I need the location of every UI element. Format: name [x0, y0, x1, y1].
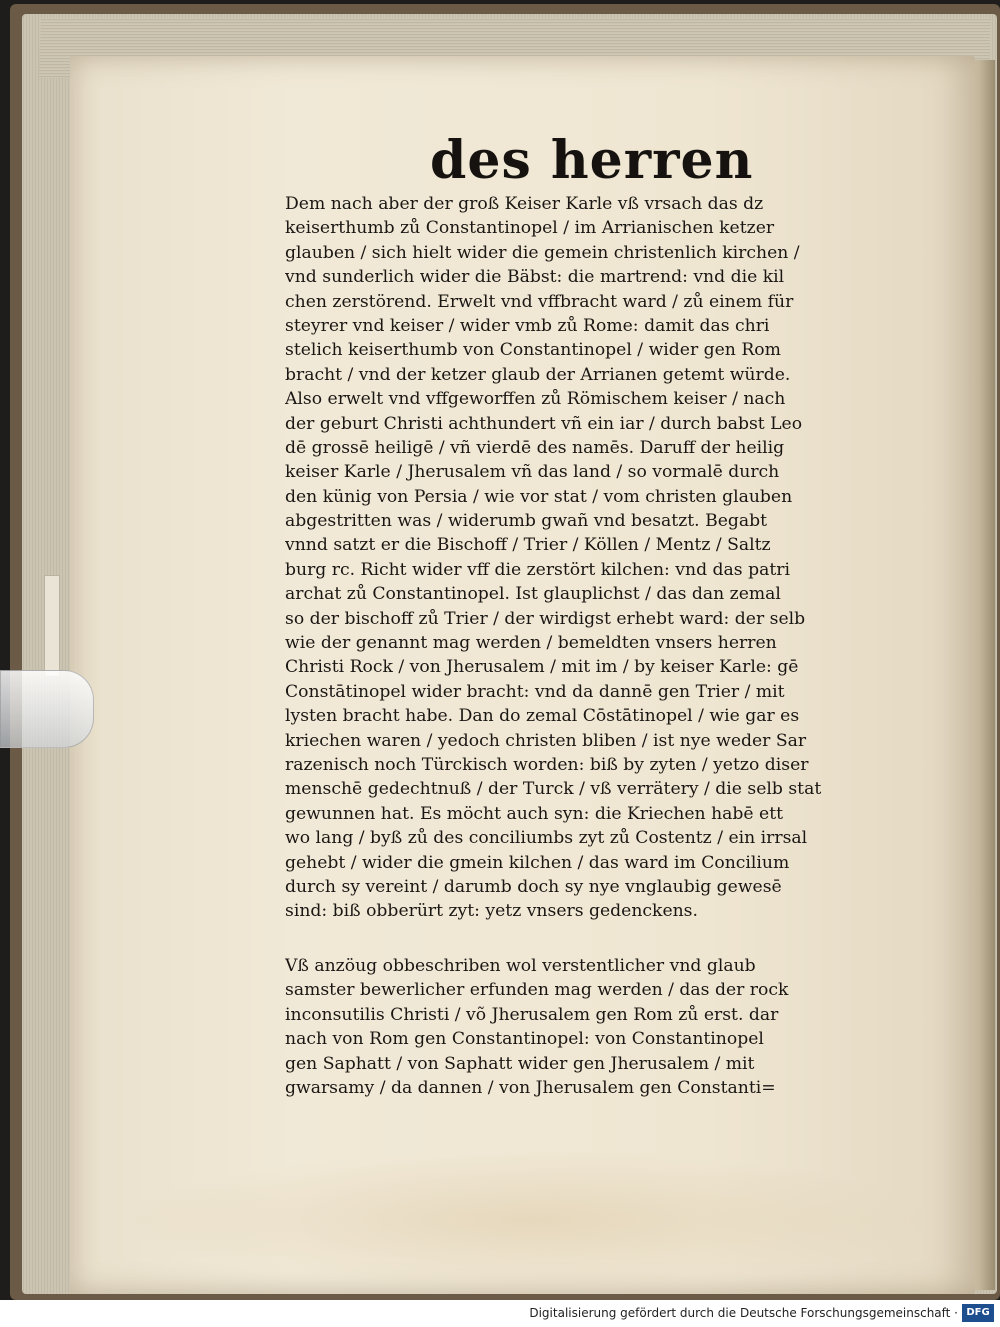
- text-line: Vß anzöug obbeschriben wol verstentlicher vnd glaub: [285, 956, 756, 976]
- text-line: so der bischoff zů Trier / der wirdigst erhebt ward: der selb: [285, 608, 806, 629]
- text-line: burg rc. Richt wider vff die zerstört kilchen: vnd das patri: [285, 559, 790, 580]
- text-line: keiserthumb zů Constantinopel / im Arrianischen ketzer: [285, 218, 775, 239]
- text-line: Constātinopel wider bracht: vnd da dannē gen Trier / mit: [285, 681, 785, 702]
- text-line: vnd sunderlich wider die Bäbst: die martrend: vnd die kil: [285, 267, 785, 288]
- text-line: den künig von Persia / wie vor stat / vom christen glauben: [285, 486, 793, 507]
- glass-page-holder: [0, 670, 94, 748]
- text-line: nach von Rom gen Constantinopel: von Constantinopel: [285, 1029, 764, 1050]
- text-line: glauben / sich hielt wider die gemein christenlich kirchen /: [285, 242, 800, 263]
- text-line: kriechen waren / yedoch christen bliben / ist nye weder Sar: [285, 730, 807, 751]
- text-line: inconsutilis Christi / võ Jherusalem gen Rom zů erst. dar: [285, 1004, 779, 1025]
- text-line: chen zerstörend. Erwelt vnd vffbracht ward / zů einem für: [285, 291, 794, 312]
- paragraph-2: [285, 954, 845, 1100]
- text-line: bracht / vnd der ketzer glaub der Arrianen getemt würde.: [285, 364, 791, 385]
- text-line: stelich keiserthumb von Constantinopel / wider gen Rom: [285, 340, 781, 361]
- text-line: archat zů Constantinopel. Ist glauplichst / das dan zemal: [285, 584, 781, 605]
- text-line: menschē gedechtnuß / der Turck / vß verrätery / die selb stat: [285, 779, 822, 800]
- text-line: gen Saphatt / von Saphatt wider gen Jherusalem / mit: [285, 1053, 755, 1074]
- footer-credit: Digitalisierung gefördert durch die Deutsche Forschungsgemeinschaft ·: [529, 1306, 958, 1320]
- text-line: keiser Karle / Jherusalem vñ das land / so vormalē durch: [285, 462, 780, 483]
- text-line: vnnd satzt er die Bischoff / Trier / Köllen / Mentz / Saltz: [285, 535, 771, 556]
- text-line: samster bewerlicher erfunden mag werden / das der rock: [285, 980, 789, 1001]
- text-line: gwarsamy / da dannen / von Jherusalem gen Constanti=: [285, 1077, 776, 1098]
- text-line: abgestritten was / widerumb gwañ vnd besatzt. Begabt: [285, 511, 768, 532]
- page-headline: des herren: [430, 130, 754, 191]
- text-line: sind: biß obberürt zyt: yetz vnsers gedenckens.: [285, 901, 698, 922]
- water-stain: [120, 1150, 940, 1290]
- text-line: gehebt / wider die gmein kilchen / das ward im Concilium: [285, 852, 790, 873]
- text-line: gewunnen hat. Es möcht auch syn: die Kriechen habē ett: [285, 803, 784, 824]
- text-line: Christi Rock / von Jherusalem / mit im / by keiser Karle: gē: [285, 657, 799, 678]
- text-line: durch sy vereint / darumb doch sy nye vnglaubig gewesē: [285, 876, 782, 897]
- text-line: Also erwelt vnd vffgeworffen zů Römischem keiser / nach: [285, 389, 786, 410]
- text-line: steyrer vnd keiser / wider vmb zů Rome: damit das chri: [285, 315, 770, 336]
- bookmark-tab: [44, 575, 60, 677]
- text-line: der geburt Christi achthundert vñ ein iar / durch babst Leo: [285, 413, 803, 434]
- text-line: lysten bracht habe. Dan do zemal Cōstātinopel / wie gar es: [285, 706, 800, 727]
- text-line: wo lang / byß zů des conciliumbs zyt zů Costentz / ein irrsal: [285, 828, 808, 849]
- text-line: dē grossē heiligē / vñ vierdē des namēs. Daruff der heilig: [285, 437, 785, 458]
- dfg-logo: DFG: [962, 1304, 994, 1322]
- paragraph-1: [285, 192, 845, 924]
- text-line: Dem nach aber der groß Keiser Karle vß vrsach das dz: [285, 194, 764, 214]
- text-line: wie der genannt mag werden / bemeldten vnsers herren: [285, 633, 777, 654]
- text-line: razenisch noch Türckisch worden: biß by zyten / yetzo diser: [285, 754, 809, 775]
